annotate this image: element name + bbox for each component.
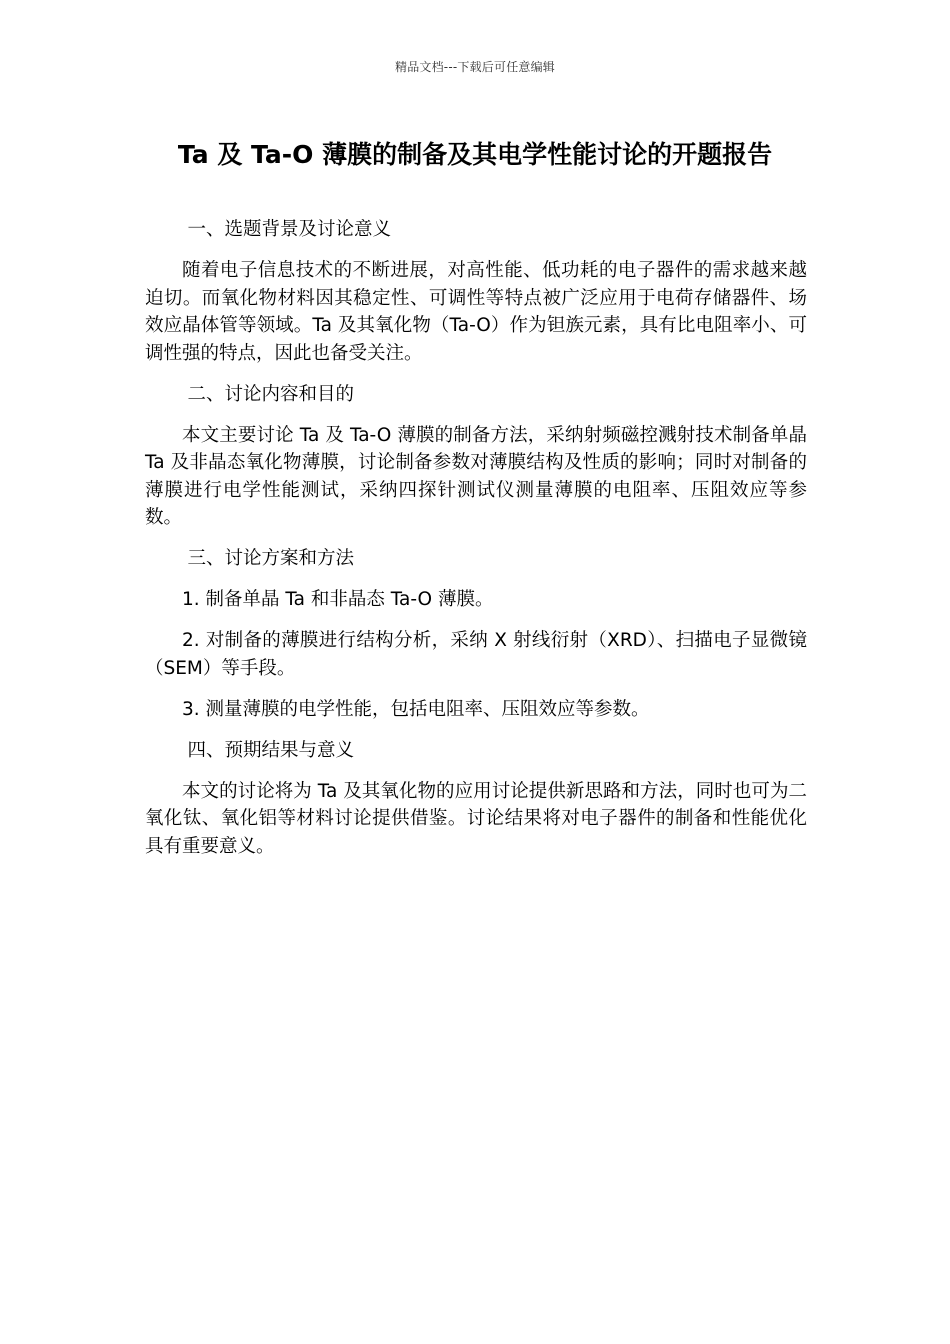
method-item-1: 1. 制备单晶 Ta 和非晶态 Ta-O 薄膜。	[182, 589, 494, 610]
method-item-2: 2. 对制备的薄膜进行结构分析，采纳 X 射线衍射（XRD）、扫描电子显微镜（SEM）等手段。	[145, 630, 807, 679]
document-title: Ta 及 Ta-O 薄膜的制备及其电学性能讨论的开题报告	[177, 140, 773, 169]
section-heading-background: 一、选题背景及讨论意义	[187, 219, 392, 240]
section-heading-content: 二、讨论内容和目的	[187, 383, 355, 405]
paragraph-content: 本文主要讨论 Ta 及 Ta-O 薄膜的制备方法，采纳射频磁控溅射技术制备单晶 Ta 及非晶态氧化物薄膜，讨论制备参数对薄膜结构及性质的影响；同时对制备的薄膜进行电学性能测试，采纳四探针测试仪测量薄膜的电阻率、压阻效应等参数。	[145, 424, 807, 528]
section-heading-methods: 三、讨论方案和方法	[187, 548, 355, 569]
section-heading-expected: 四、预期结果与意义	[187, 739, 355, 761]
document-body	[145, 216, 807, 874]
paragraph-background: 随着电子信息技术的不断进展，对高性能、低功耗的电子器件的需求越来越迫切。而氧化物材料因其稳定性、可调性等特点被广泛应用于电荷存储器件、场效应晶体管等领域。Ta 及其氧化物（Ta-O）作为钽族元素，具有比电阻率小、可调性强的特点，因此也备受关注。	[145, 260, 807, 364]
paragraph-expected: 本文的讨论将为 Ta 及其氧化物的应用讨论提供新思路和方法，同时也可为二氧化钛、氧化铝等材料讨论提供借鉴。讨论结果将对电子器件的制备和性能优化具有重要意义。	[145, 780, 807, 857]
header-note: 精品文档---下载后可任意编辑	[395, 60, 555, 74]
method-item-3: 3. 测量薄膜的电学性能，包括电阻率、压阻效应等参数。	[182, 698, 650, 720]
